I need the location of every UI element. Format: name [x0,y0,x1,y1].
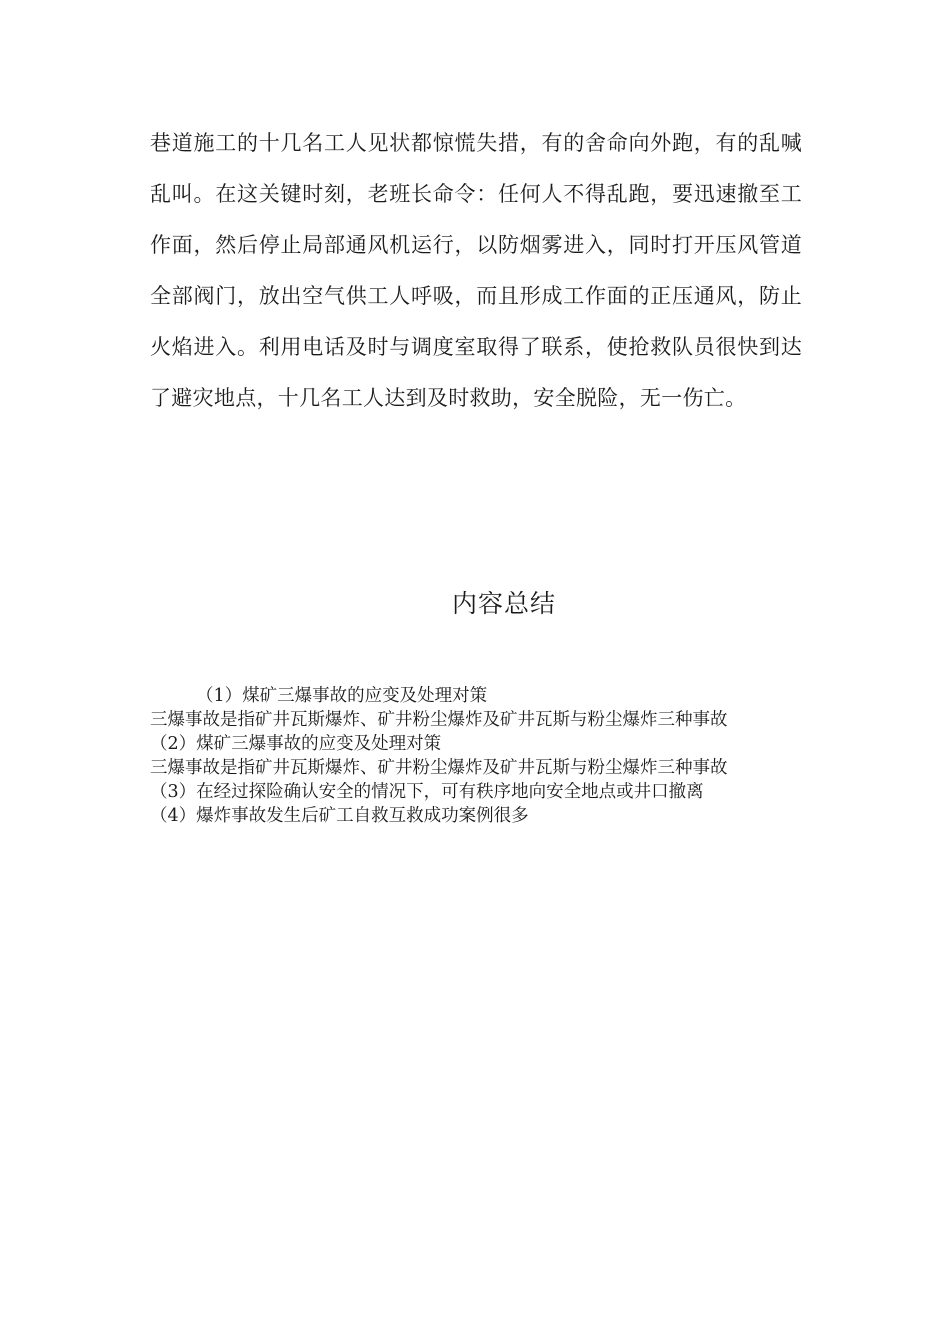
summary-line-2: 三爆事故是指矿井瓦斯爆炸、矿井粉尘爆炸及矿井瓦斯与粉尘爆炸三种事故 [150,710,728,730]
body-paragraph: 巷道施工的十几名工人见状都惊慌失措，有的舍命向外跑，有的乱喊乱叫。在这关键时刻，老班长命令：任何人不得乱跑，要迅速撤至工作面，然后停止局部通风机运行，以防烟雾进入，同时打开压风管道全部阀门，放出空气供工人呼吸，而且形成工作面的正压通风，防止火焰进入。利用电话及时与调度室取得了联系，使抢救队员很快到达了避灾地点，十几名工人达到及时救助，安全脱险，无一伤亡。 [150,131,802,410]
summary-line-3: （2）煤矿三爆事故的应变及处理对策 [150,734,442,754]
summary-line-6: （4）爆炸事故发生后矿工自救互救成功案例很多 [150,806,529,826]
summary-title: 内容总结 [451,589,556,618]
summary-line-4: 三爆事故是指矿井瓦斯爆炸、矿井粉尘爆炸及矿井瓦斯与粉尘爆炸三种事故 [150,758,728,778]
summary-line-5: （3）在经过探险确认安全的情况下，可有秩序地向安全地点或井口撤离 [150,782,704,802]
summary-line-1: （1）煤矿三爆事故的应变及处理对策 [196,686,488,706]
summary-section [150,684,800,828]
